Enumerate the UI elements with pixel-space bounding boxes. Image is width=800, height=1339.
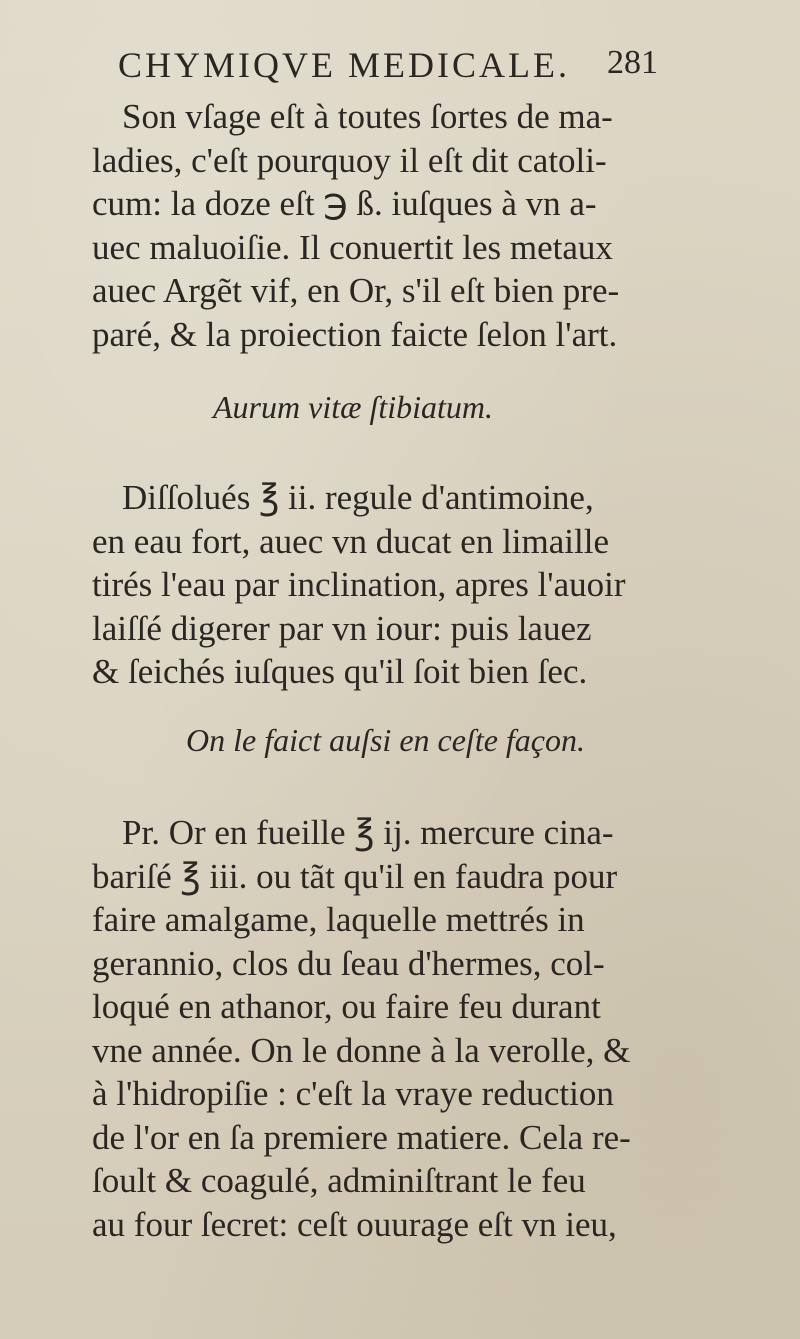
section-heading-aurum-vitae: Aurum vitæ ſtibiatum.: [213, 389, 493, 425]
text-line: bariſé ℥ iii. ou tãt qu'il en faudra pour: [92, 856, 618, 896]
text-line: à l'hidropiſie : c'eſt la vraye reduction: [92, 1074, 614, 1113]
text-line: paré, & la proiection faicte ſelon l'art.: [92, 314, 618, 354]
paragraph-3: [92, 811, 657, 1246]
text-line: Son vſage eſt à toutes ſortes de ma-: [122, 97, 613, 136]
text-line: uec maluoiſie. Il conuertit les metaux: [92, 227, 613, 267]
text-line: au four ſecret: ceſt ouurage eſt vn ieu,: [92, 1204, 617, 1244]
text-line: en eau fort, auec vn ducat en limaille: [92, 521, 609, 561]
text-line: ladies, c'eſt pourquoy il eſt dit catoli-: [92, 140, 607, 180]
text-line: laiſſé digerer par vn iour: puis lauez: [92, 608, 592, 648]
text-line: auec Argẽt vif, en Or, s'il eſt bien pre-: [92, 271, 620, 310]
text-line: faire amalgame, laquelle mettrés in: [92, 900, 585, 939]
text-line: gerannio, clos du ſeau d'hermes, col-: [92, 943, 605, 983]
section-heading-autre-facon: On le faict auſsi en ceſte façon.: [186, 722, 585, 758]
text-line: ſoult & coagulé, adminiſtrant le feu: [92, 1161, 586, 1200]
page-number: 281: [607, 44, 658, 81]
text-line: vne année. On le donne à la verolle, &: [92, 1030, 631, 1070]
text-line: & ſeichés iuſques qu'il ſoit bien ſec.: [92, 652, 588, 691]
paragraph-2: [92, 476, 657, 694]
running-head: CHYMIQVE MEDICALE.: [118, 45, 570, 85]
text-line: tirés l'eau par inclination, apres l'auoir: [92, 565, 626, 604]
text-line: Diſſolués ℥ ii. regule d'antimoine,: [122, 478, 594, 517]
text-line: Pr. Or en fueille ℥ ij. mercure cina-: [122, 813, 614, 852]
text-line: cum: la doze eſt ℈ ß. iuſques à vn a-: [92, 184, 597, 223]
text-line: de l'or en ſa premiere matiere. Cela re-: [92, 1117, 631, 1157]
paragraph-1: [92, 95, 657, 356]
text-line: loqué en athanor, ou faire feu durant: [92, 987, 601, 1026]
page-header: [118, 44, 658, 94]
